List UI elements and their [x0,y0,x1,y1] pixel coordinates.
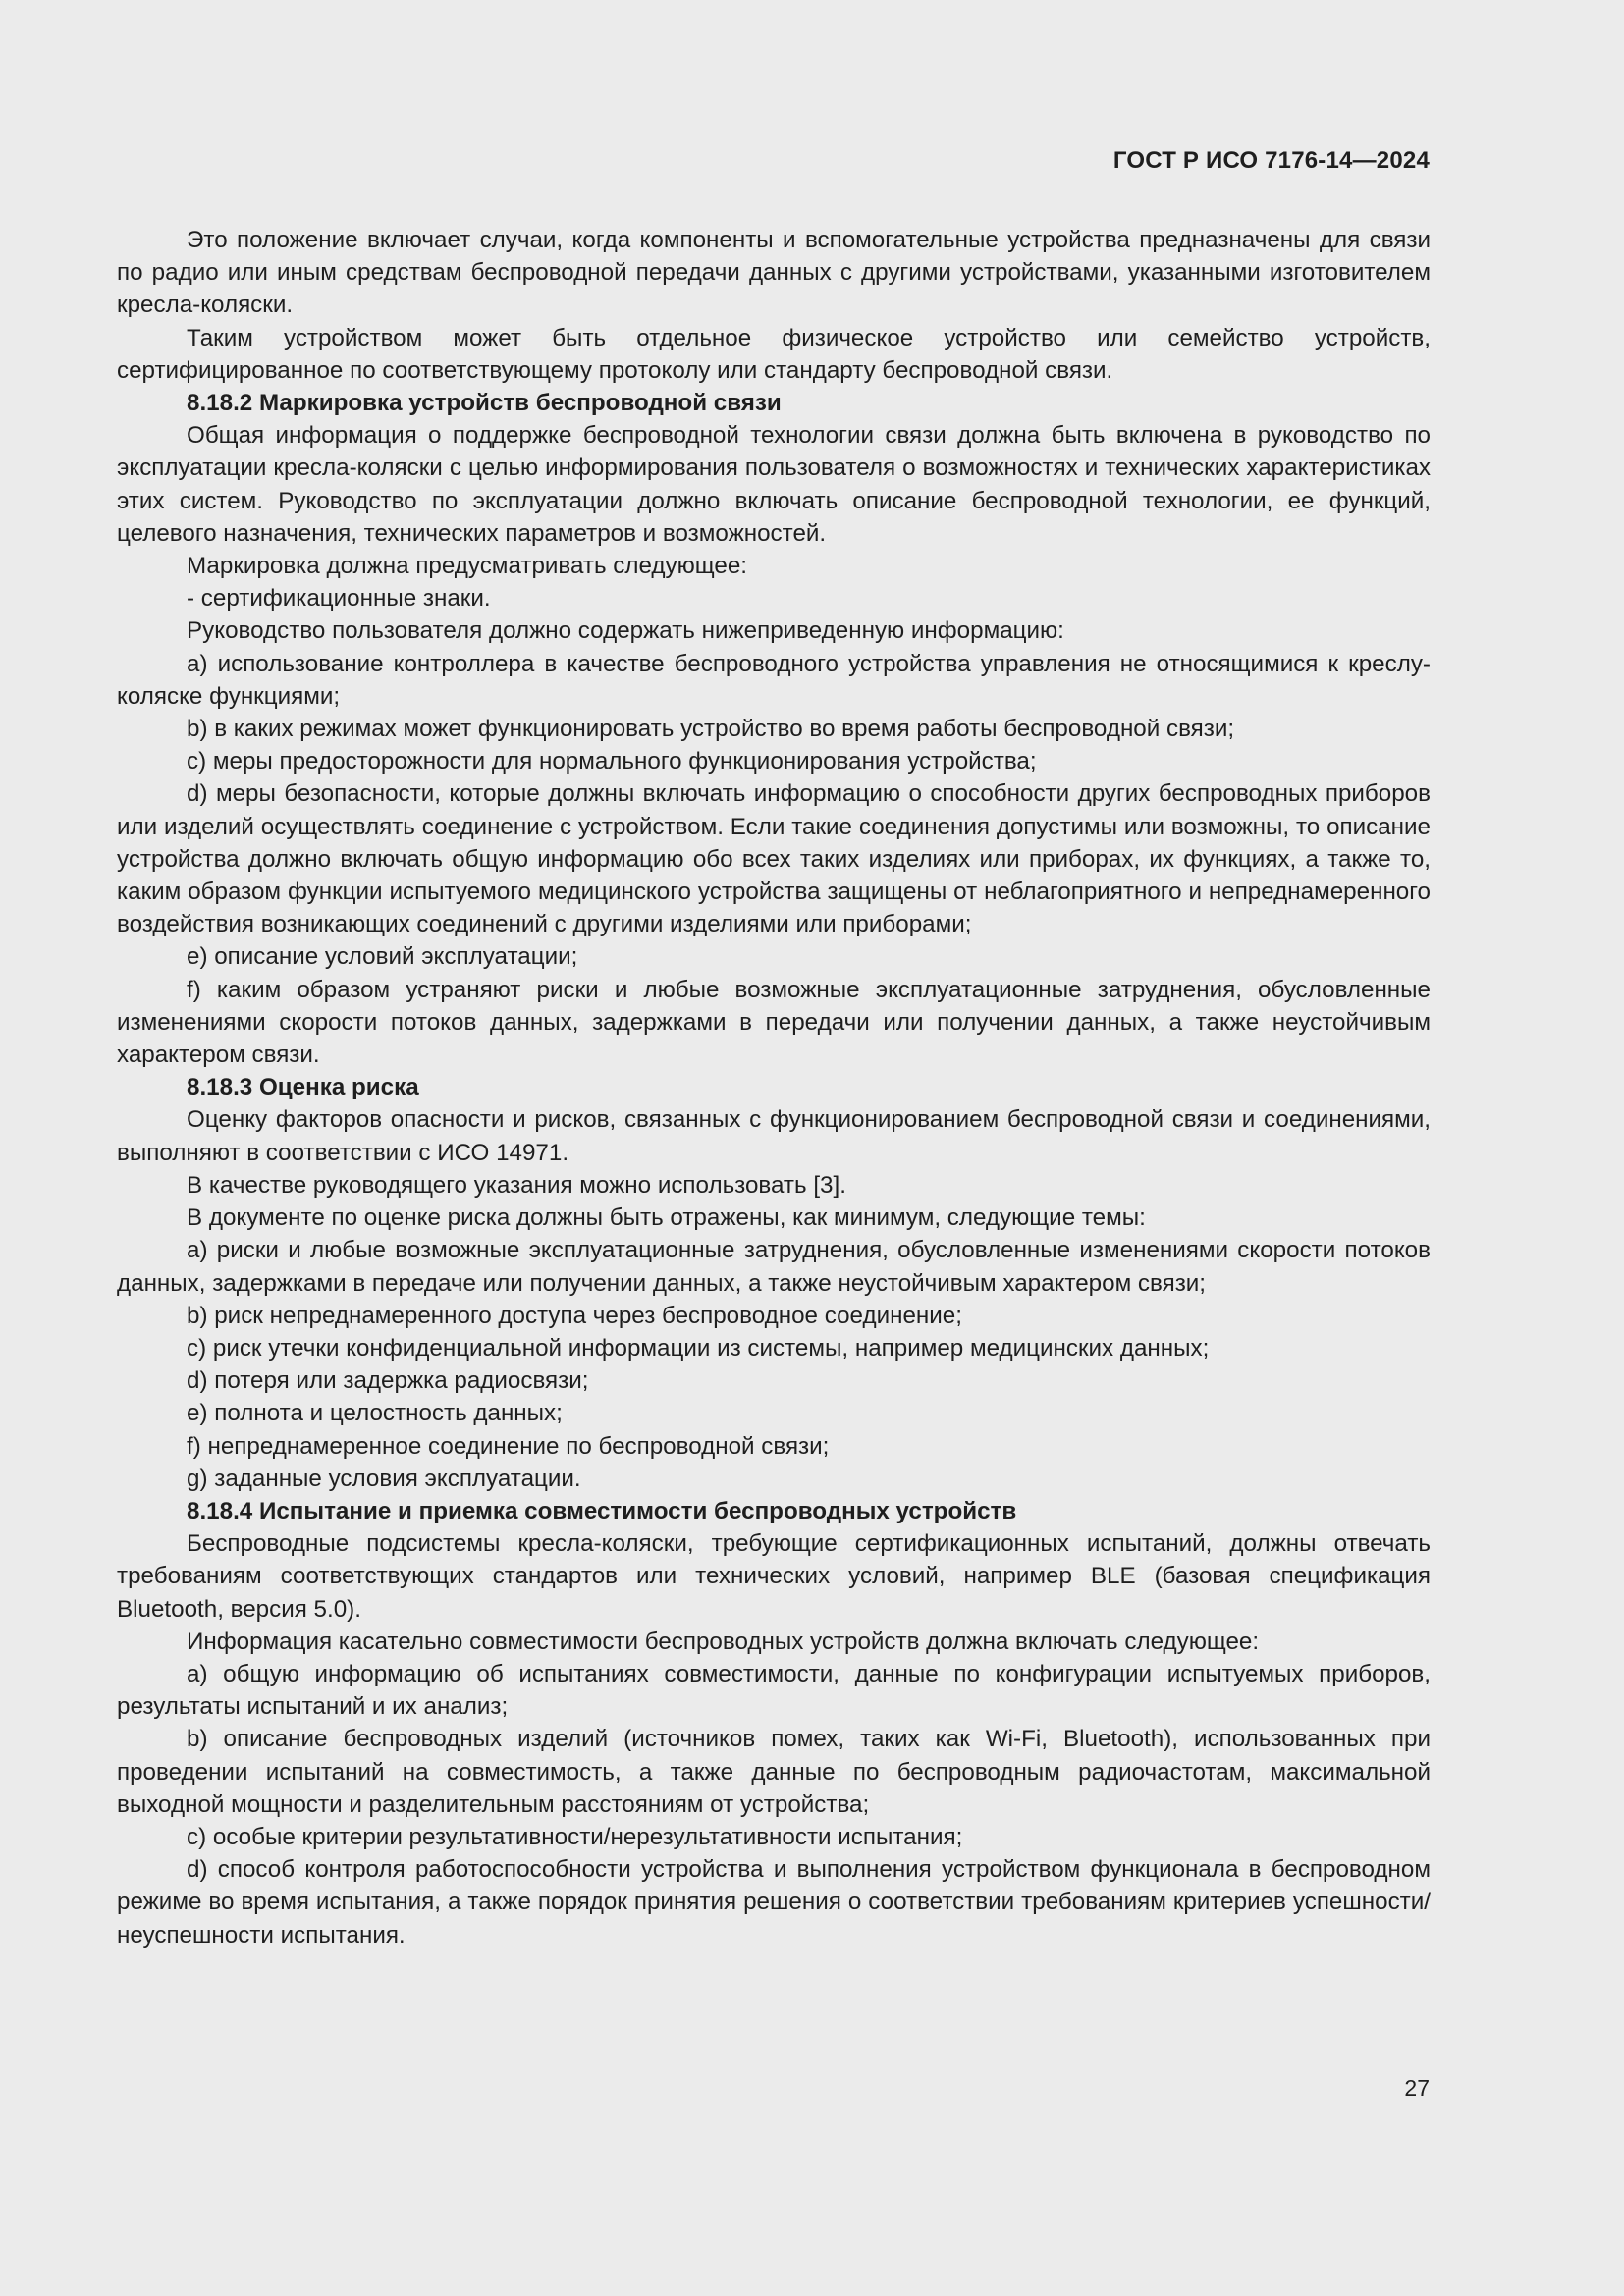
list-item: b) описание беспроводных изделий (источников помех, таких как Wi-Fi, Bluetooth), использованных при проведении испытаний на совместимость, а также данные по беспроводным радиочастотам, максимальной выходной мощности и разделительным расстояниям от устройства; [117,1726,1431,1818]
list-item: b) в каких режимах может функционировать устройство во время работы беспроводной связи; [187,716,1235,743]
list-item: d) потеря или задержка радиосвязи; [187,1367,589,1395]
paragraph: Общая информация о поддержке беспроводной технологии связи должна быть включена в руководство по эксплуатации кресла-коляски с целью информирования пользователя о возможностях и технических характеристиках этих систем. Руководство по эксплуатации должно включать описание беспроводной технологии, ее функций, целевого назначения, технических параметров и возможностей. [117,422,1431,547]
list-item: d) меры безопасности, которые должны включать информацию о способности других беспроводных приборов или изделий осуществлять соединение с устройством. Если такие соединения допустимы или возможны, то описание устройства должно включать общую информацию обо всех таких изделиях или приборах, их функциях, а также то, каким образом функции испытуемого медицинского устройства защищены от неблагоприятного и непреднамеренного воздействия возникающих соединений с другими изделиями или приборами; [117,780,1431,938]
section-heading: 8.18.3 Оценка риска [187,1074,419,1101]
paragraph: Это положение включает случаи, когда компоненты и вспомогательные устройства предназначены для связи по радио или иным средствам беспроводной передачи данных с другими устройствами, указанными изготовителем кресла-коляски. [117,227,1431,319]
list-item: f) непреднамеренное соединение по беспроводной связи; [187,1432,830,1460]
section-heading: 8.18.2 Маркировка устройств беспроводной связи [187,390,782,417]
list-item: - сертификационные знаки. [187,585,491,613]
list-item: g) заданные условия эксплуатации. [187,1465,581,1492]
paragraph: Маркировка должна предусматривать следующее: [187,553,748,580]
paragraph: Информация касательно совместимости беспроводных устройств должна включать следующее: [187,1628,1260,1655]
page-number: 27 [1404,2075,1430,2101]
list-item: a) общую информацию об испытаниях совместимости, данные по конфигурации испытуемых приборов, результаты испытаний и их анализ; [117,1660,1431,1721]
paragraph: В документе по оценке риска должны быть отражены, как минимум, следующие темы: [187,1204,1146,1232]
paragraph: Оценку факторов опасности и рисков, связанных с функционированием беспроводной связи и соединениями, выполняют в соответствии с ИСО 14971. [117,1106,1431,1166]
list-item: f) каким образом устраняют риски и любые возможные эксплуатационные затруднения, обусловленные изменениями скорости потоков данных, задержками в передачи или получении данных, а также неустойчивым характером связи. [117,976,1431,1069]
list-item: b) риск непреднамеренного доступа через беспроводное соединение; [187,1302,962,1329]
list-item: e) полнота и целостность данных; [187,1400,563,1427]
section-heading: 8.18.4 Испытание и приемка совместимости беспроводных устройств [187,1497,1017,1524]
paragraph: В качестве руководящего указания можно использовать [3]. [187,1171,846,1199]
paragraph: Руководство пользователя должно содержать нижеприведенную информацию: [187,617,1064,645]
list-item: a) риски и любые возможные эксплуатационные затруднения, обусловленные изменениями скорости потоков данных, задержками в передаче или получении данных, а также неустойчивым характером связи; [117,1237,1431,1297]
list-item: d) способ контроля работоспособности устройства и выполнения устройством функционала в беспроводном режиме во время испытания, а также порядок принятия решения о соответствии требованиям критериев успешности/неуспешности испытания. [117,1856,1431,1949]
list-item: c) особые критерии результативности/нерезультативности испытания; [187,1823,963,1850]
document-body [117,224,1431,1951]
list-item: e) описание условий эксплуатации; [187,943,578,971]
paragraph: Таким устройством может быть отдельное физическое устройство или семейство устройств, сертифицированное по соответствующему протоколу или стандарту беспроводной связи. [117,324,1431,384]
list-item: a) использование контроллера в качестве беспроводного устройства управления не относящимися к креслу-коляске функциями; [117,650,1431,710]
list-item: c) меры предосторожности для нормального функционирования устройства; [187,748,1037,775]
list-item: c) риск утечки конфиденциальной информации из системы, например медицинских данных; [187,1334,1210,1362]
document-header: ГОСТ Р ИСО 7176-14—2024 [1112,147,1430,174]
paragraph: Беспроводные подсистемы кресла-коляски, требующие сертификационных испытаний, должны отвечать требованиям соответствующих стандартов или технических условий, например BLE (базовая спецификация Bluetooth, версия 5.0). [117,1530,1431,1623]
